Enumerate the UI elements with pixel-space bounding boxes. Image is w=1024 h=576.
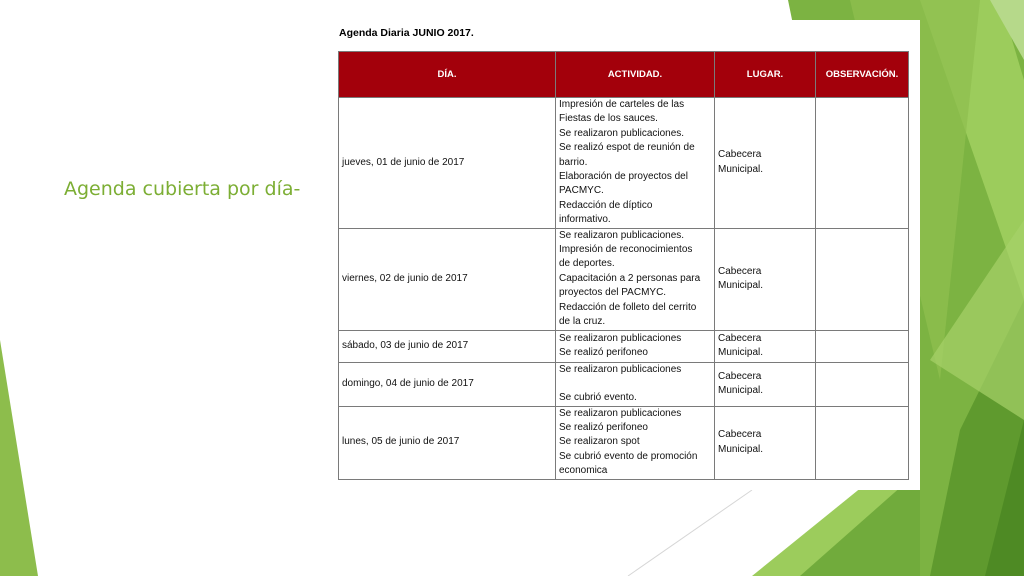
activity-line: Se realizó perifoneo xyxy=(559,347,648,358)
place-line: Municipal. xyxy=(718,347,764,358)
activity-line: informativo. xyxy=(559,214,611,226)
observation-cell xyxy=(816,228,909,330)
activity-line: Se realizaron publicaciones xyxy=(559,407,682,419)
activity-cell xyxy=(556,362,715,406)
place-line: Cabecera xyxy=(718,332,762,344)
activity-blank-line xyxy=(559,377,711,391)
place-cell xyxy=(715,362,816,406)
activity-line: PACMYC. xyxy=(559,185,604,197)
observation-cell xyxy=(816,98,909,229)
header-row xyxy=(339,52,909,98)
activity-line: Se cubrió evento de promoción xyxy=(559,450,698,462)
place-line: Municipal. xyxy=(718,443,764,455)
activity-line: Impresión de carteles de las xyxy=(559,99,685,110)
activity-line: barrio. xyxy=(559,156,588,168)
activity-line: de deportes. xyxy=(559,258,615,270)
place-cell xyxy=(715,98,816,229)
activity-line: Se realizaron publicaciones. xyxy=(559,127,685,139)
place-cell xyxy=(715,406,816,479)
place-line: Cabecera xyxy=(718,429,762,441)
activity-cell xyxy=(556,98,715,229)
activity-line: Capacitación a 2 personas para xyxy=(559,272,701,284)
table-row xyxy=(339,228,909,330)
activity-line: Se realizaron publicaciones. xyxy=(559,229,685,241)
activity-cell xyxy=(556,406,715,479)
table-row xyxy=(339,98,909,229)
activity-line: Se realizaron publicaciones xyxy=(559,332,682,344)
activity-line: Redacción de díptico xyxy=(559,199,653,211)
table-row xyxy=(339,406,909,479)
activity-line: proyectos del PACMYC. xyxy=(559,287,667,299)
activity-line: Se realizó perifoneo xyxy=(559,421,648,433)
activity-line: Se realizaron publicaciones xyxy=(559,363,682,375)
agenda-document xyxy=(320,20,920,490)
agenda-table xyxy=(338,51,909,480)
observation-cell xyxy=(816,330,909,362)
place-line: Cabecera xyxy=(718,265,762,277)
place-line: Cabecera xyxy=(718,149,762,161)
place-cell xyxy=(715,228,816,330)
column-header-activity: ACTIVIDAD. xyxy=(556,52,715,98)
activity-line: de la cruz. xyxy=(559,316,606,328)
activity-cell xyxy=(556,228,715,330)
activity-line: Elaboración de proyectos del xyxy=(559,171,688,183)
activity-line: Se cubrió evento. xyxy=(559,392,637,403)
activity-line: Se realizó espot de reunión de xyxy=(559,142,695,154)
activity-line: Fiestas de los sauces. xyxy=(559,113,658,125)
table-row xyxy=(339,362,909,406)
column-header-day: DÍA. xyxy=(339,52,556,98)
place-line: Municipal. xyxy=(718,280,764,292)
observation-cell xyxy=(816,406,909,479)
day-cell: domingo, 04 de junio de 2017 xyxy=(339,362,556,406)
place-cell xyxy=(715,330,816,362)
day-cell: lunes, 05 de junio de 2017 xyxy=(339,406,556,479)
activity-line: Redacción de folleto del cerrito xyxy=(559,301,697,313)
day-cell: sábado, 03 de junio de 2017 xyxy=(339,330,556,362)
day-cell: jueves, 01 de junio de 2017 xyxy=(339,98,556,229)
place-line: Municipal. xyxy=(718,385,764,396)
place-line: Cabecera xyxy=(718,370,762,382)
slide-title: Agenda cubierta por día- xyxy=(64,178,301,200)
table-row xyxy=(339,330,909,362)
document-heading: Agenda Diaria JUNIO 2017. xyxy=(339,27,474,39)
place-line: Municipal. xyxy=(718,163,764,175)
activity-line: Impresión de reconocimientos xyxy=(559,244,693,256)
activity-line: economica xyxy=(559,465,608,477)
day-cell: viernes, 02 de junio de 2017 xyxy=(339,228,556,330)
column-header-place: LUGAR. xyxy=(715,52,816,98)
activity-line: Se realizaron spot xyxy=(559,436,640,448)
activity-cell xyxy=(556,330,715,362)
observation-cell xyxy=(816,362,909,406)
column-header-observation: OBSERVACIÓN. xyxy=(816,52,909,98)
